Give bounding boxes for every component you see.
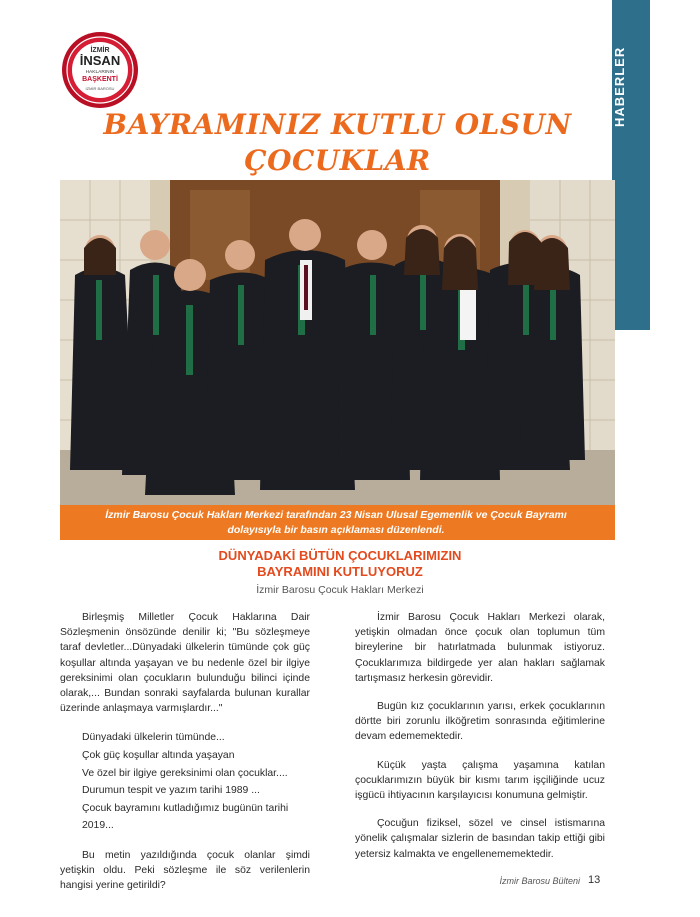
left-paragraph: Birleşmiş Milletler Çocuk Haklarına Dair Sözleşmenin önsözünde denilir ki; "Bu sözleşmeye taraf devletler...Dünyadaki ülkelerin tümünde çok güç koşullar altında yaşayan ve bu nedenle özel bir ilgiye gereksinimi olan çocukların bulunduğu bilinci içinde olarak,... Bundan sonraki sayfalarda bulunan kurallar üzerinde anlaşmaya varmışlardır..."	[60, 612, 310, 715]
poem-block	[82, 729, 310, 835]
poem-line: Durumun tespit ve yazım tarihi 1989 ...	[82, 785, 260, 797]
svg-text:İZMİR: İZMİR	[90, 47, 110, 54]
subhead-line-2: BAYRAMINI KUTLUYORUZ	[257, 564, 423, 579]
footer-publication: İzmir Barosu Bülteni	[499, 876, 580, 886]
poem-line: Çok güç koşullar altında yaşayan	[82, 750, 235, 762]
page-number: 13	[588, 874, 601, 886]
page-title	[60, 107, 615, 179]
svg-text:BAŞKENTİ: BAŞKENTİ	[82, 76, 118, 83]
svg-text:HAKLARININ: HAKLARININ	[85, 70, 115, 75]
right-paragraph: Çocuğun fiziksel, sözel ve cinsel istismarına yönelik çalışmalar sizlerin de basından takip ettiği gibi yetersiz kalmakta ve engellenememektedir.	[355, 818, 605, 860]
izmir-seal-logo	[60, 30, 140, 110]
svg-text:İNSAN: İNSAN	[79, 53, 121, 68]
right-paragraph: Bugün kız çocuklarının yarısı, erkek çocuklarının dörtte biri zorunlu ilköğretim sonrasında eğitimlerine devam edememektedir.	[355, 701, 605, 743]
poem-line: Çocuk bayramını kutladığımız bugünün tarihi	[82, 802, 289, 814]
svg-text:İZMİR BAROSU: İZMİR BAROSU	[85, 86, 115, 91]
subhead-line-1: DÜNYADAKİ BÜTÜN ÇOCUKLARIMIZIN	[218, 548, 462, 563]
title-line-2: ÇOCUKLAR	[244, 144, 431, 177]
poem-line: 2019...	[82, 820, 114, 832]
left-closing-paragraph: Bu metin yazıldığında çocuk olanlar şimdi yetişkin oldu. Peki sözleşme ile söz verilenlerin hangisi yerine getirildi?	[60, 849, 310, 892]
right-paragraph: Küçük yaşta çalışma yaşamına katılan çocuklarımızın büyük bir kısmı tarım işçiliğinde ucuz işgücü ihtiyacının karşılayıcısı konumuna gelmiştir.	[355, 759, 605, 802]
right-column	[355, 610, 605, 875]
section-tab-label: HABERLER	[612, 46, 627, 128]
article-subheading	[140, 548, 540, 580]
article-author: İzmir Barosu Çocuk Hakları Merkezi	[256, 584, 424, 596]
section-tab	[612, 0, 650, 330]
title-line-1: BAYRAMINIZ KUTLU OLSUN	[103, 108, 572, 141]
photo-caption: İzmir Barosu Çocuk Hakları Merkezi tarafından 23 Nisan Ulusal Egemenlik ve Çocuk Bayramı dolayısıyla bir basın açıklaması düzenlendi.	[105, 509, 567, 536]
right-paragraph: İzmir Barosu Çocuk Hakları Merkezi olarak, yetişkin olmadan önce çocuk olan toplumun tüm bireylerine bir hatırlatmada bulunmak istiyoruz. Çocuklarımıza bildirgede yer alan hakları sağlamak tartışmasız herkesin görevidir.	[355, 612, 605, 684]
left-column	[60, 610, 310, 907]
group-photo	[60, 180, 615, 505]
poem-line: Ve özel bir ilgiye gereksinimi olan çocuklar....	[82, 767, 288, 779]
poem-line: Dünyadaki ülkelerin tümünde...	[82, 732, 225, 744]
